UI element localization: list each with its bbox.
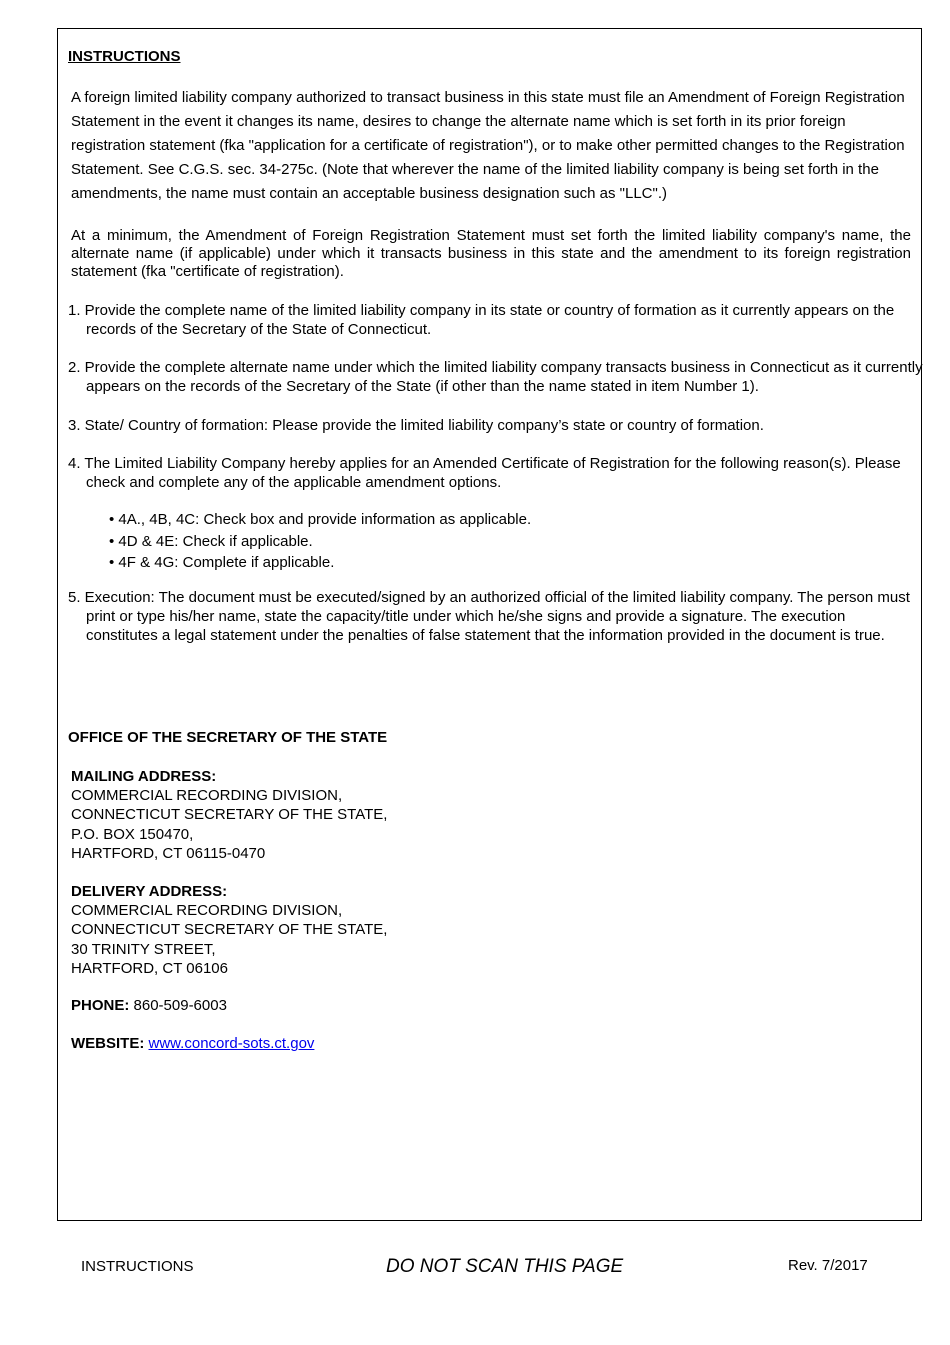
bullet-4a-4b-4c: • 4A., 4B, 4C: Check box and provide information as applicable. bbox=[109, 511, 532, 528]
revision-date: Rev. 7/2017 bbox=[788, 1257, 868, 1274]
bullet-4f-4g: • 4F & 4G: Complete if applicable. bbox=[109, 554, 335, 571]
delivery-address-line: HARTFORD, CT 06106 bbox=[71, 959, 228, 977]
phone-label: PHONE: bbox=[71, 997, 130, 1014]
delivery-address-label: DELIVERY ADDRESS: bbox=[71, 883, 228, 900]
mailing-address-line: CONNECTICUT SECRETARY OF THE STATE, bbox=[71, 806, 388, 824]
mailing-address-line: HARTFORD, CT 06115-0470 bbox=[71, 844, 266, 862]
phone-row bbox=[71, 997, 227, 1014]
minimum-requirements-paragraph: At a minimum, the Amendment of Foreign Registration Statement must set forth the limited liability company's name, the alternate name (if applicable) under which it transacts business in this state and the amendment to its foreign registration statement (fka "certificate of registration). bbox=[71, 227, 911, 280]
instruction-item-3: 3. State/ Country of formation: Please provide the limited liability company’s state or country of formation. bbox=[68, 417, 764, 434]
delivery-address-line: CONNECTICUT SECRETARY OF THE STATE, bbox=[71, 921, 388, 939]
instruction-item-2: 2. Provide the complete alternate name under which the limited liability company transacts business in Connecticut as it currently appears on the records of the Secretary of the State (if other than the name stated in item Number 1). bbox=[68, 359, 923, 395]
mailing-address-line: P.O. BOX 150470, bbox=[71, 825, 194, 843]
amendment-options-list bbox=[109, 509, 531, 574]
intro-paragraph: A foreign limited liability company authorized to transact business in this state must file an Amendment of Foreign Registration Statement in the event it changes its name, desires to change the alternate name which is set forth in its prior foreign registration statement (fka "application for a certificate of registration"), or to make other permitted changes to the Registration Statement. See C.G.S. sec. 34-275c. (Note that wherever the name of the limited liability company is being set forth in the amendments, the name must contain an acceptable business designation such as "LLC".) bbox=[71, 89, 905, 202]
instruction-item-4: 4. The Limited Liability Company hereby applies for an Amended Certificate of Registration for the following reason(s). Please check and complete any of the applicable amendment options. bbox=[68, 455, 901, 491]
mailing-address bbox=[71, 767, 387, 863]
website-row bbox=[71, 1035, 314, 1052]
website-label: WEBSITE: bbox=[71, 1035, 145, 1052]
bullet-4d-4e: • 4D & 4E: Check if applicable. bbox=[109, 532, 313, 550]
do-not-scan-notice: DO NOT SCAN THIS PAGE bbox=[386, 1256, 624, 1277]
instruction-item-1: 1. Provide the complete name of the limited liability company in its state or country of formation as it currently appears on the records of the Secretary of the State of Connecticut. bbox=[68, 302, 895, 338]
phone-number: 860-509-6003 bbox=[133, 997, 227, 1014]
mailing-address-line: COMMERCIAL RECORDING DIVISION, bbox=[71, 787, 343, 805]
instructions-heading: INSTRUCTIONS bbox=[68, 48, 181, 65]
instruction-item-5: 5. Execution: The document must be executed/signed by an authorized official of the limited liability company. The person must print or type his/her name, state the capacity/title under which he/she signs and provide a signature. The execution constitutes a legal statement under the penalties of false statement that the information provided in the document is true. bbox=[68, 589, 910, 645]
delivery-address-line: 30 TRINITY STREET, bbox=[71, 940, 216, 958]
website-link[interactable]: www.concord-sots.ct.gov bbox=[148, 1035, 315, 1052]
delivery-address bbox=[71, 882, 387, 978]
office-title: OFFICE OF THE SECRETARY OF THE STATE bbox=[68, 729, 388, 746]
delivery-address-line: COMMERCIAL RECORDING DIVISION, bbox=[71, 902, 343, 920]
mailing-address-label: MAILING ADDRESS: bbox=[71, 768, 217, 785]
footer-instructions-label: INSTRUCTIONS bbox=[81, 1258, 194, 1275]
